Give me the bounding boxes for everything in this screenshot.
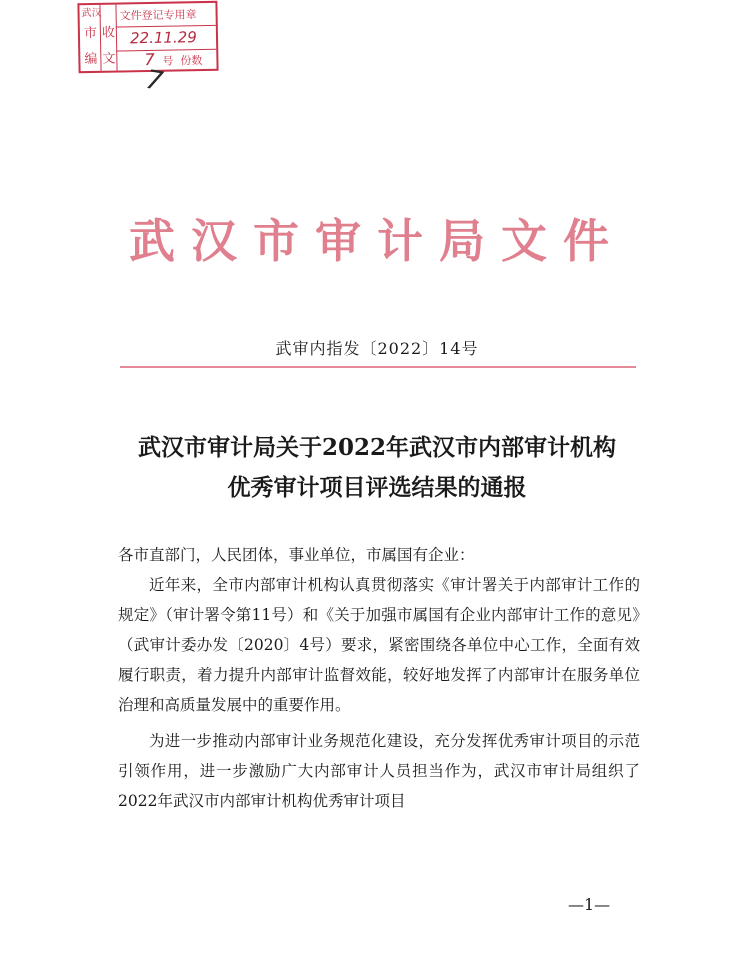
receipt-stamp bbox=[77, 1, 218, 73]
stamp-org-label-1: 收 bbox=[101, 25, 116, 41]
header-divider bbox=[120, 366, 636, 368]
stamp-col1-bottom: 编 bbox=[84, 51, 98, 68]
handwritten-mark: 7 bbox=[143, 64, 166, 98]
stamp-col1-mid: 市 bbox=[83, 25, 98, 42]
document-body bbox=[118, 540, 640, 816]
paragraph-2: 为进一步推动内部审计业务规范化建设，充分发挥优秀审计项目的示范引领作用，进一步激励广大内部审计人员担当作为，武汉市审计局组织了2022年武汉市内部审计机构优秀审计项目 bbox=[118, 732, 640, 810]
stamp-col1-top: 武汉 bbox=[81, 7, 102, 20]
issuing-authority-title: 武汉市审计局文件 bbox=[129, 214, 625, 268]
page-number: —1— bbox=[568, 895, 611, 914]
stamp-sender-header: 文件登记专用章 bbox=[119, 8, 197, 23]
stamp-date-value: 22.11.29 bbox=[129, 28, 197, 48]
document-number: 武审内指发〔2022〕14号 bbox=[275, 339, 479, 358]
document-title-line-1: 武汉市审计局关于2022年武汉市内部审计机构 bbox=[137, 434, 616, 461]
stamp-number-value: 7 bbox=[144, 49, 155, 70]
stamp-org-label-2: 文 bbox=[102, 51, 116, 67]
stamp-number-label: 号 bbox=[162, 54, 174, 68]
paragraph-1: 近年来，全市内部审计机构认真贯彻落实《审计署关于内部审计工作的规定》（审计署令第11号）和《关于加强市属国有企业内部审计工作的意见》（武审计委办发〔2020〕4号）要求，紧密围绕各单位中心工作，全面有效履行职责，着力提升内部审计监督效能，较好地发挥了内部审计在服务单位治理和高质量发展中的重要作用。 bbox=[118, 576, 640, 714]
document-title-line-2: 优秀审计项目评选结果的通报 bbox=[227, 474, 527, 501]
salutation: 各市直部门，人民团体，事业单位，市属国有企业： bbox=[118, 546, 475, 564]
document-title bbox=[90, 428, 664, 508]
stamp-copies-label: 份数 bbox=[180, 54, 203, 68]
